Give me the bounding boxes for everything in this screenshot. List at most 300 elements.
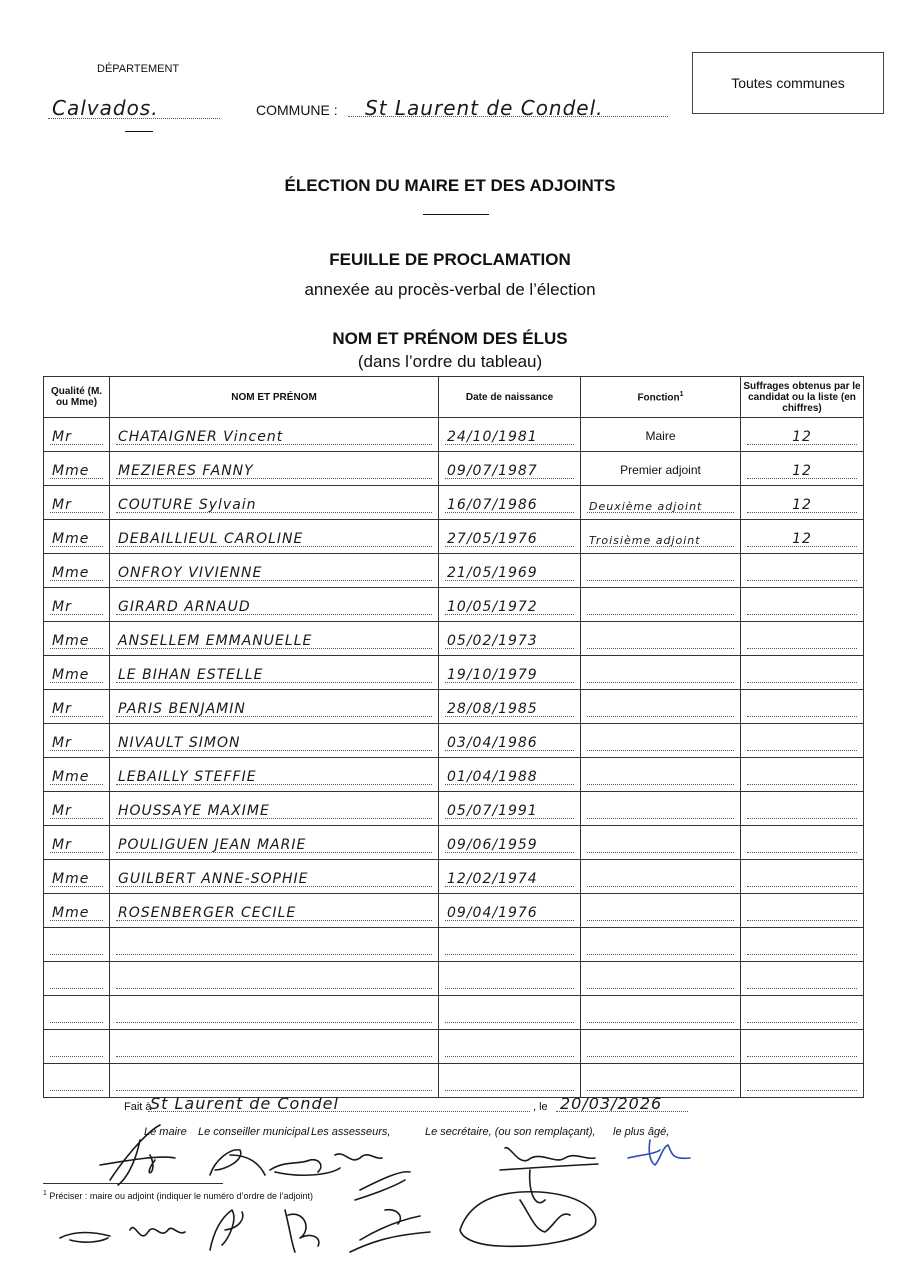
cell-fonction xyxy=(581,826,741,860)
cell-suffrages xyxy=(741,962,864,996)
qualite-value: Mr xyxy=(52,735,72,751)
nom-value: MEZIERES FANNY xyxy=(118,463,254,479)
dotted-line xyxy=(747,988,857,989)
cell-suffrages xyxy=(741,690,864,724)
sig-label-conseiller: Le conseiller municipal xyxy=(198,1126,310,1138)
qualite-value: Mr xyxy=(52,599,72,615)
cell-suffrages xyxy=(741,452,864,486)
cell-fonction xyxy=(581,1030,741,1064)
table-row xyxy=(44,1064,864,1098)
scope-box: Toutes communes xyxy=(692,52,884,114)
nom-value: HOUSSAYE MAXIME xyxy=(118,803,270,819)
dotted-line xyxy=(116,784,432,785)
cell-qualite xyxy=(44,724,110,758)
dotted-line xyxy=(50,1090,103,1091)
nom-value: ONFROY VIVIENNE xyxy=(118,565,263,581)
cell-naissance xyxy=(439,452,581,486)
table-row xyxy=(44,1030,864,1064)
signature-assesseur-2 xyxy=(355,1172,410,1200)
signature-bas-5 xyxy=(350,1210,430,1252)
dotted-line xyxy=(50,750,103,751)
suffrages-value: 12 xyxy=(792,429,812,445)
dotted-line xyxy=(445,648,574,649)
dotted-line xyxy=(587,682,734,683)
cell-qualite xyxy=(44,690,110,724)
cell-naissance xyxy=(439,486,581,520)
dotted-line xyxy=(587,648,734,649)
cell-suffrages xyxy=(741,860,864,894)
table-row xyxy=(44,792,864,826)
cell-nom xyxy=(110,690,439,724)
cell-qualite xyxy=(44,1030,110,1064)
cell-nom xyxy=(110,452,439,486)
footnote-text: Préciser : maire ou adjoint (indiquer le numéro d’ordre de l’adjoint) xyxy=(49,1191,314,1201)
cell-suffrages xyxy=(741,1030,864,1064)
cell-fonction xyxy=(581,554,741,588)
table-row xyxy=(44,758,864,792)
nom-value: DEBAILLIEUL CAROLINE xyxy=(118,531,304,547)
dotted-line xyxy=(445,1056,574,1057)
dotted-line xyxy=(747,648,857,649)
cell-qualite xyxy=(44,622,110,656)
header-qualite: Qualité (M. ou Mme) xyxy=(44,377,110,418)
cell-nom xyxy=(110,724,439,758)
dotted-line xyxy=(50,818,103,819)
dotted-line xyxy=(445,682,574,683)
dotted-line xyxy=(116,682,432,683)
elus-table xyxy=(43,376,864,1098)
cell-suffrages xyxy=(741,554,864,588)
fonction-value: Deuxième adjoint xyxy=(589,500,703,513)
table-row xyxy=(44,520,864,554)
commune-dotline xyxy=(348,116,668,117)
cell-qualite xyxy=(44,452,110,486)
cell-qualite xyxy=(44,792,110,826)
naissance-value: 28/08/1985 xyxy=(447,701,538,717)
dotted-line xyxy=(116,852,432,853)
cell-suffrages xyxy=(741,724,864,758)
cell-suffrages xyxy=(741,418,864,452)
dotted-line xyxy=(445,920,574,921)
dotted-line xyxy=(445,750,574,751)
dotted-line xyxy=(747,682,857,683)
dotted-line xyxy=(50,682,103,683)
dotted-line xyxy=(445,512,574,513)
cell-suffrages xyxy=(741,894,864,928)
dotted-line xyxy=(587,750,734,751)
nom-value: LE BIHAN ESTELLE xyxy=(118,667,264,683)
naissance-value: 24/10/1981 xyxy=(447,429,538,445)
cell-naissance xyxy=(439,656,581,690)
fonction-value: Troisième adjoint xyxy=(589,534,701,547)
cell-suffrages xyxy=(741,622,864,656)
naissance-value: 27/05/1976 xyxy=(447,531,538,547)
cell-naissance xyxy=(439,792,581,826)
dotted-line xyxy=(116,1022,432,1023)
qualite-value: Mme xyxy=(52,531,90,547)
dotted-line xyxy=(747,1022,857,1023)
dotted-line xyxy=(587,1056,734,1057)
dotted-line xyxy=(116,988,432,989)
table-row xyxy=(44,928,864,962)
dotted-line xyxy=(747,546,857,547)
signature-maire xyxy=(100,1125,175,1185)
sheet-subtitle: annexée au procès-verbal de l’élection xyxy=(304,280,596,299)
naissance-value: 16/07/1986 xyxy=(447,497,538,513)
title-rule xyxy=(423,214,489,215)
suffrages-value: 12 xyxy=(792,531,812,547)
departement-value: Calvados. xyxy=(52,96,159,120)
dotted-line xyxy=(445,444,574,445)
cell-naissance xyxy=(439,826,581,860)
departement-dotline xyxy=(48,118,220,119)
cell-nom xyxy=(110,1064,439,1098)
cell-suffrages xyxy=(741,996,864,1030)
dotted-line xyxy=(445,546,574,547)
cell-qualite xyxy=(44,860,110,894)
dotted-line xyxy=(445,1022,574,1023)
fait-label: Fait à xyxy=(124,1101,152,1113)
cell-qualite xyxy=(44,826,110,860)
dotted-line xyxy=(50,920,103,921)
cell-qualite xyxy=(44,486,110,520)
cell-naissance xyxy=(439,1064,581,1098)
dotted-line xyxy=(50,580,103,581)
cell-qualite xyxy=(44,894,110,928)
cell-suffrages xyxy=(741,1064,864,1098)
table-row xyxy=(44,724,864,758)
cell-fonction xyxy=(581,792,741,826)
cell-nom xyxy=(110,1030,439,1064)
dotted-line xyxy=(747,784,857,785)
table-row xyxy=(44,486,864,520)
table-row xyxy=(44,622,864,656)
nom-value: NIVAULT SIMON xyxy=(118,735,241,751)
dotted-line xyxy=(50,1022,103,1023)
dotted-line xyxy=(50,716,103,717)
qualite-value: Mr xyxy=(52,701,72,717)
le-label: , le xyxy=(533,1101,548,1113)
fait-value: St Laurent de Condel xyxy=(150,1094,339,1113)
cell-qualite xyxy=(44,928,110,962)
nom-value: POULIGUEN JEAN MARIE xyxy=(118,837,307,853)
dotted-line xyxy=(445,886,574,887)
dotted-line xyxy=(747,920,857,921)
naissance-value: 09/07/1987 xyxy=(447,463,538,479)
cell-naissance xyxy=(439,962,581,996)
cell-naissance xyxy=(439,928,581,962)
cell-qualite xyxy=(44,758,110,792)
signature-secretaire xyxy=(500,1148,598,1203)
cell-suffrages xyxy=(741,588,864,622)
fonction-printed: Premier adjoint xyxy=(620,463,701,477)
dotted-line xyxy=(587,546,734,547)
cell-naissance xyxy=(439,690,581,724)
nom-value: ROSENBERGER CECILE xyxy=(118,905,297,921)
cell-nom xyxy=(110,860,439,894)
list-title: NOM ET PRÉNOM DES ÉLUS xyxy=(332,329,568,348)
dotted-line xyxy=(116,444,432,445)
naissance-value: 05/02/1973 xyxy=(447,633,538,649)
dotted-line xyxy=(587,1022,734,1023)
cell-qualite xyxy=(44,962,110,996)
dotted-line xyxy=(445,784,574,785)
dotted-line xyxy=(587,580,734,581)
dotted-line xyxy=(50,478,103,479)
table-row xyxy=(44,452,864,486)
dotted-line xyxy=(116,818,432,819)
cell-naissance xyxy=(439,894,581,928)
dotted-line xyxy=(116,1056,432,1057)
cell-naissance xyxy=(439,860,581,894)
table-row xyxy=(44,588,864,622)
cell-naissance xyxy=(439,418,581,452)
cell-nom xyxy=(110,928,439,962)
qualite-value: Mme xyxy=(52,565,90,581)
cell-fonction xyxy=(581,690,741,724)
header-naissance: Date de naissance xyxy=(439,377,581,418)
signature-bas-1 xyxy=(60,1233,110,1243)
suffrages-value: 12 xyxy=(792,497,812,513)
cell-naissance xyxy=(439,588,581,622)
cell-nom xyxy=(110,894,439,928)
dotted-line xyxy=(445,614,574,615)
cell-nom xyxy=(110,588,439,622)
le-value: 20/03/2026 xyxy=(560,1094,663,1113)
dotted-line xyxy=(747,886,857,887)
cell-fonction xyxy=(581,486,741,520)
dotted-line xyxy=(50,988,103,989)
dotted-line xyxy=(116,614,432,615)
cell-nom xyxy=(110,962,439,996)
cell-fonction xyxy=(581,724,741,758)
cell-qualite xyxy=(44,1064,110,1098)
dotted-line xyxy=(50,614,103,615)
naissance-value: 01/04/1988 xyxy=(447,769,538,785)
dotted-line xyxy=(116,886,432,887)
nom-value: LEBAILLY STEFFIE xyxy=(118,769,257,785)
cell-fonction xyxy=(581,520,741,554)
sheet-title: FEUILLE DE PROCLAMATION xyxy=(329,250,571,269)
sig-label-maire: Le maire xyxy=(144,1126,187,1138)
dotted-line xyxy=(445,1090,574,1091)
suffrages-value: 12 xyxy=(792,463,812,479)
dotted-line xyxy=(50,512,103,513)
nom-value: PARIS BENJAMIN xyxy=(118,701,246,717)
dotted-line xyxy=(587,852,734,853)
dotted-line xyxy=(747,580,857,581)
cell-fonction xyxy=(581,962,741,996)
naissance-value: 09/06/1959 xyxy=(447,837,538,853)
nom-value: GUILBERT ANNE-SOPHIE xyxy=(118,871,309,887)
naissance-value: 09/04/1976 xyxy=(447,905,538,921)
signature-plus-age xyxy=(628,1140,690,1165)
footnote-mark: 1 xyxy=(43,1190,47,1197)
naissance-value: 10/05/1972 xyxy=(447,599,538,615)
cell-qualite xyxy=(44,418,110,452)
cell-qualite xyxy=(44,996,110,1030)
qualite-value: Mme xyxy=(52,871,90,887)
cell-suffrages xyxy=(741,792,864,826)
table-row xyxy=(44,962,864,996)
cell-naissance xyxy=(439,1030,581,1064)
qualite-value: Mme xyxy=(52,905,90,921)
dotted-line xyxy=(50,886,103,887)
cell-naissance xyxy=(439,724,581,758)
cell-nom xyxy=(110,826,439,860)
qualite-value: Mr xyxy=(52,497,72,513)
table-row xyxy=(44,690,864,724)
dotted-line xyxy=(116,920,432,921)
signature-bas-4 xyxy=(285,1210,319,1252)
sig-label-plus-age: le plus âgé, xyxy=(613,1126,670,1138)
cell-nom xyxy=(110,758,439,792)
dotted-line xyxy=(445,818,574,819)
dotted-line xyxy=(116,1090,432,1091)
cell-suffrages xyxy=(741,826,864,860)
dotted-line xyxy=(747,818,857,819)
nom-value: ANSELLEM EMMANUELLE xyxy=(118,633,313,649)
dotted-line xyxy=(587,716,734,717)
cell-fonction xyxy=(581,928,741,962)
cell-naissance xyxy=(439,554,581,588)
dotted-line xyxy=(587,988,734,989)
commune-label: COMMUNE : xyxy=(256,102,338,118)
dotted-line xyxy=(747,512,857,513)
qualite-value: Mr xyxy=(52,429,72,445)
header-suffrages: Suffrages obtenus par le candidat ou la liste (en chiffres) xyxy=(741,377,864,418)
signature-bas-2 xyxy=(130,1228,185,1236)
cell-nom xyxy=(110,792,439,826)
cell-nom xyxy=(110,622,439,656)
nom-value: GIRARD ARNAUD xyxy=(118,599,251,615)
dotted-line xyxy=(587,512,734,513)
qualite-value: Mme xyxy=(52,633,90,649)
table-row xyxy=(44,860,864,894)
list-subtitle: (dans l’ordre du tableau) xyxy=(357,352,543,371)
table-row xyxy=(44,894,864,928)
dotted-line xyxy=(747,852,857,853)
cell-naissance xyxy=(439,520,581,554)
cell-fonction xyxy=(581,894,741,928)
naissance-value: 21/05/1969 xyxy=(447,565,538,581)
cell-fonction xyxy=(581,452,741,486)
cell-qualite xyxy=(44,520,110,554)
cell-naissance xyxy=(439,996,581,1030)
dotted-line xyxy=(50,852,103,853)
cell-nom xyxy=(110,418,439,452)
nom-value: CHATAIGNER Vincent xyxy=(118,429,284,445)
cell-fonction xyxy=(581,996,741,1030)
dotted-line xyxy=(116,954,432,955)
departement-rule xyxy=(125,131,153,132)
fait-dotline xyxy=(148,1111,530,1112)
dotted-line xyxy=(587,818,734,819)
signature-bas-3 xyxy=(210,1210,243,1250)
table-row xyxy=(44,996,864,1030)
dotted-line xyxy=(747,750,857,751)
dotted-line xyxy=(445,580,574,581)
cell-suffrages xyxy=(741,486,864,520)
cell-nom xyxy=(110,996,439,1030)
cell-nom xyxy=(110,554,439,588)
sig-label-secretaire: Le secrétaire, (ou son remplaçant), xyxy=(425,1126,596,1138)
header-fonction-note: 1 xyxy=(679,390,684,398)
header-nom: NOM ET PRÉNOM xyxy=(110,377,439,418)
dotted-line xyxy=(445,954,574,955)
cell-fonction xyxy=(581,758,741,792)
signature-bas-6 xyxy=(460,1192,596,1247)
dotted-line xyxy=(116,512,432,513)
dotted-line xyxy=(747,1056,857,1057)
dotted-line xyxy=(50,1056,103,1057)
cell-suffrages xyxy=(741,656,864,690)
qualite-value: Mr xyxy=(52,837,72,853)
dotted-line xyxy=(747,614,857,615)
header-fonction-label: Fonction xyxy=(637,392,680,404)
le-dotline xyxy=(556,1111,688,1112)
dotted-line xyxy=(587,614,734,615)
cell-suffrages xyxy=(741,520,864,554)
departement-label: DÉPARTEMENT xyxy=(97,63,180,75)
table-row xyxy=(44,826,864,860)
naissance-value: 12/02/1974 xyxy=(447,871,538,887)
dotted-line xyxy=(587,784,734,785)
dotted-line xyxy=(50,954,103,955)
naissance-value: 05/07/1991 xyxy=(447,803,538,819)
cell-fonction xyxy=(581,860,741,894)
qualite-value: Mr xyxy=(52,803,72,819)
dotted-line xyxy=(116,546,432,547)
dotted-line xyxy=(747,478,857,479)
qualite-value: Mme xyxy=(52,769,90,785)
dotted-line xyxy=(116,478,432,479)
cell-fonction xyxy=(581,418,741,452)
dotted-line xyxy=(50,648,103,649)
table-header-row xyxy=(44,377,864,418)
table-row xyxy=(44,418,864,452)
cell-nom xyxy=(110,520,439,554)
signature-conseiller xyxy=(210,1150,265,1175)
dotted-line xyxy=(587,1090,734,1091)
nom-value: COUTURE Sylvain xyxy=(118,497,257,513)
header-fonction xyxy=(581,377,741,418)
sig-label-assesseurs: Les assesseurs, xyxy=(311,1126,391,1138)
dotted-line xyxy=(116,716,432,717)
dotted-line xyxy=(50,784,103,785)
qualite-value: Mme xyxy=(52,463,90,479)
dotted-line xyxy=(587,886,734,887)
dotted-line xyxy=(445,988,574,989)
signatures xyxy=(0,1120,900,1270)
fonction-printed: Maire xyxy=(645,429,676,443)
dotted-line xyxy=(116,750,432,751)
naissance-value: 19/10/1979 xyxy=(447,667,538,683)
cell-nom xyxy=(110,656,439,690)
dotted-line xyxy=(116,580,432,581)
signature-assesseur-1 xyxy=(270,1154,382,1175)
dotted-line xyxy=(445,852,574,853)
dotted-line xyxy=(445,716,574,717)
dotted-line xyxy=(50,546,103,547)
cell-qualite xyxy=(44,656,110,690)
cell-naissance xyxy=(439,622,581,656)
cell-qualite xyxy=(44,554,110,588)
table-row xyxy=(44,554,864,588)
commune-value: St Laurent de Condel. xyxy=(365,96,604,120)
dotted-line xyxy=(747,1090,857,1091)
dotted-line xyxy=(50,444,103,445)
